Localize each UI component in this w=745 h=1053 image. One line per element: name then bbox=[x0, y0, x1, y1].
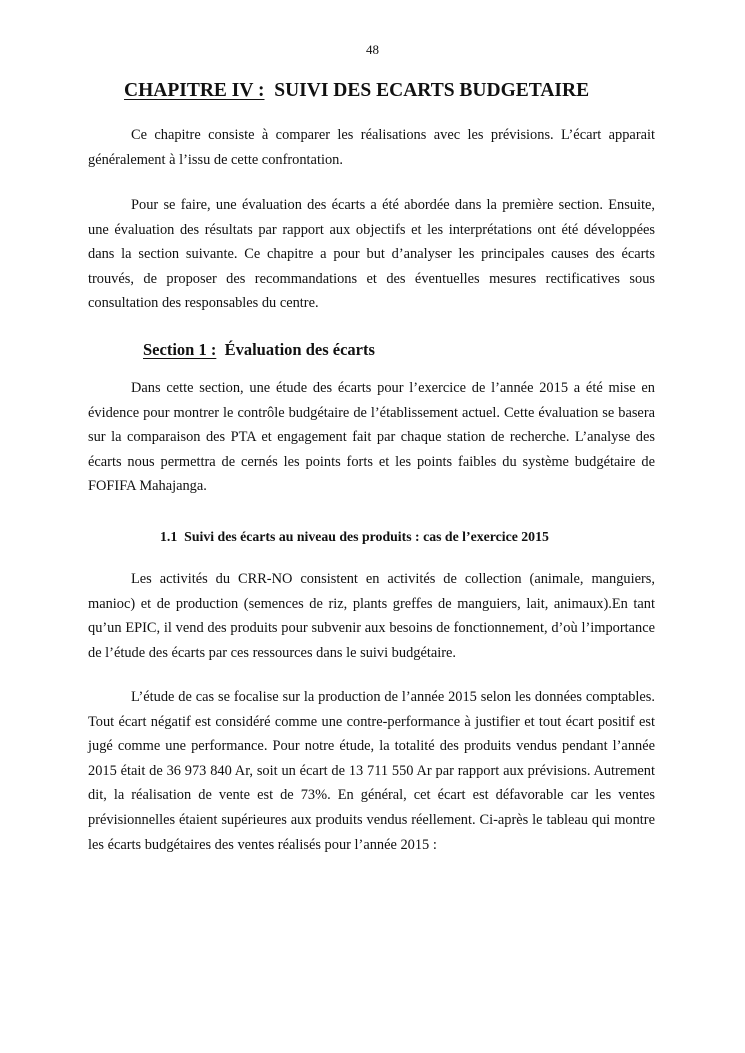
subsection-paragraph-2-block bbox=[88, 685, 655, 857]
subsection-number: 1.1 bbox=[160, 529, 178, 544]
subsection-heading bbox=[160, 529, 549, 545]
chapter-title-text: SUIVI DES ECARTS BUDGETAIRE bbox=[274, 80, 590, 101]
subsection-paragraph-1-block bbox=[88, 567, 655, 665]
section-title-text: Évaluation des écarts bbox=[224, 340, 375, 359]
intro-paragraph-2: Pour se faire, une évaluation des écarts a été abordée dans la première section. Ensuite, une évaluation des résultats par rapport aux objectifs et les interprétations ont été développées dans la section suivante. Ce chapitre a pour but d’analyser les principales causes des écarts trouvés, de proposer des recommandations et des éventuelles mesures rectificatives sous consultation des responsables du centre. bbox=[88, 197, 655, 312]
chapter-title bbox=[124, 80, 589, 102]
subsection-paragraph-1: Les activités du CRR-NO consistent en activités de collection (animale, manguiers, manioc) et de production (semences de riz, plants greffes de manguiers, lait, animaux).En tant qu’un EPIC, il vend des produits pour subvenir aux besoins de fonctionnement, d’où l’importance de l’étude des écarts par ces ressources dans le suivi budgétaire. bbox=[88, 571, 655, 661]
intro-paragraph-1: Ce chapitre consiste à comparer les réalisations avec les prévisions. L’écart apparait généralement à l’issu de cette confrontation. bbox=[88, 127, 655, 168]
chapter-label: CHAPITRE IV : bbox=[124, 80, 265, 101]
intro-paragraph-2-block bbox=[88, 193, 655, 316]
subsection-paragraph-2: L’étude de cas se focalise sur la production de l’année 2015 selon les données comptables. Tout écart négatif est considéré comme une contre-performance à justifier et tout écart positif est jugé comme une performance. Pour notre étude, la totalité des produits vendus pendant l’année 2015 était de 36 973 840 Ar, soit un écart de 13 711 550 Ar par rapport aux prévisions. Autrement dit, la réalisation de vente est de 73%. En général, cet écart est défavorable car les ventes prévisionnelles étaient supérieures aux produits vendus réellement. Ci-après le tableau qui montre les écarts budgétaires des ventes réalisés pour l’année 2015 : bbox=[88, 689, 655, 853]
page-number: 48 bbox=[366, 42, 379, 57]
intro-paragraph-1-block bbox=[88, 123, 655, 172]
section-label: Section 1 : bbox=[143, 340, 217, 359]
section-heading bbox=[143, 340, 375, 360]
section-paragraph: Dans cette section, une étude des écarts pour l’exercice de l’année 2015 a été mise en évidence pour montrer le contrôle budgétaire de l’établissement actuel. Cette évaluation se basera sur la comparaison des PTA et engagement fait par chaque station de recherche. L’analyse des écarts nous permettra de cernés les points forts et les points faibles du système budgétaire de FOFIFA Mahajanga. bbox=[88, 380, 655, 495]
subsection-title-text: Suivi des écarts au niveau des produits : cas de l’exercice 2015 bbox=[184, 529, 549, 544]
section-paragraph-block bbox=[88, 376, 655, 499]
